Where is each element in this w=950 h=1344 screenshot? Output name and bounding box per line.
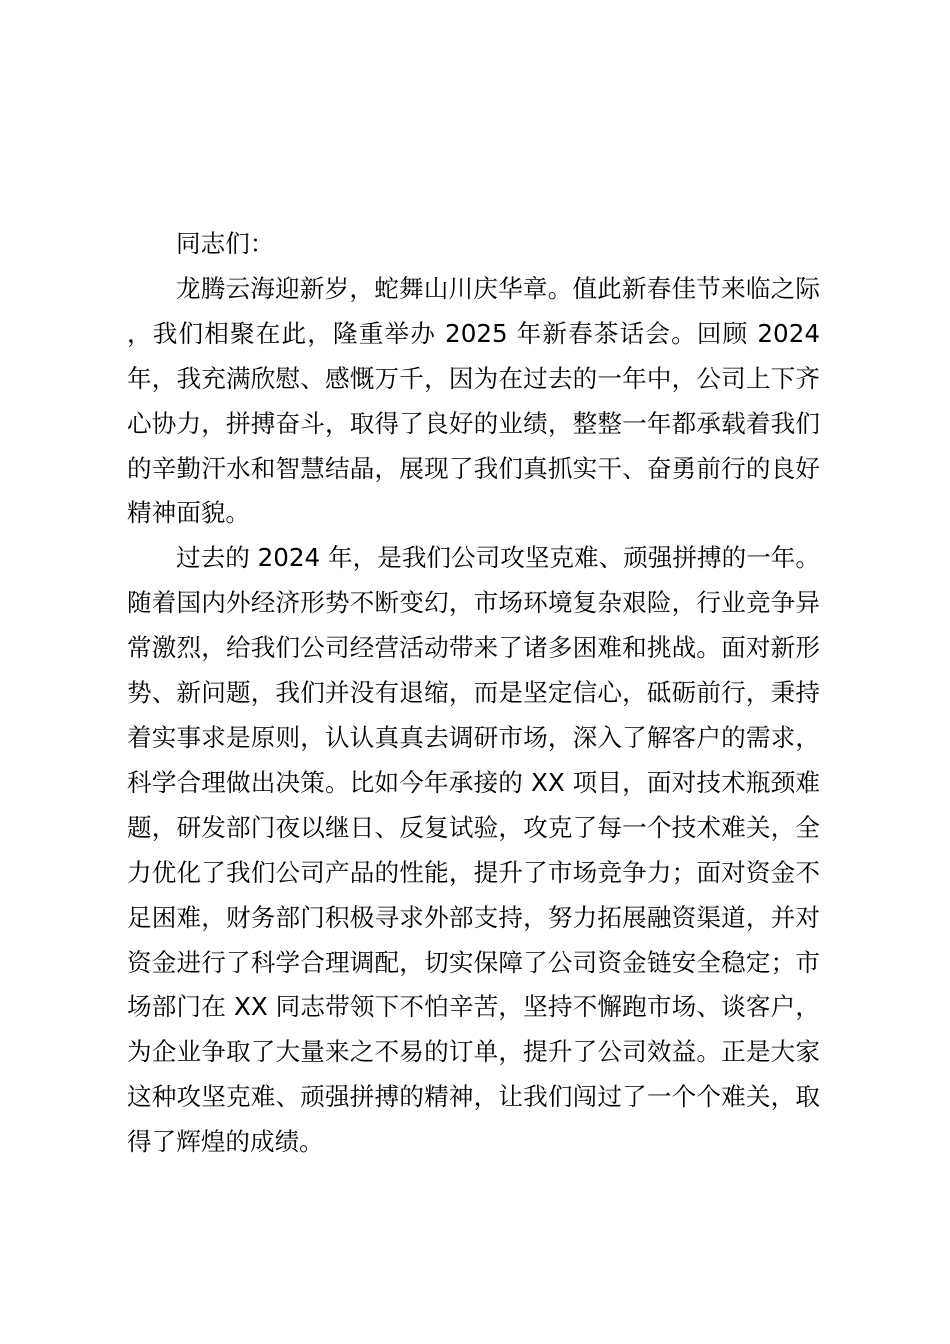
document-body	[127, 222, 820, 1165]
paragraph-opening: 龙腾云海迎新岁，蛇舞山川庆华章。值此新春佳节来临之际，我们相聚在此，隆重举办 2025 年新春茶话会。回顾 2024 年，我充满欣慰、感慨万千，因为在过去的一年中，公司上下齐心协力，拼搏奋斗，取得了良好的业绩，整整一年都承载着我们的辛勤汗水和智慧结晶，展现了我们真抓实干、奋勇前行的良好精神面貌。	[127, 273, 820, 528]
salutation: 同志们：	[176, 229, 275, 258]
paragraph-review: 过去的 2024 年，是我们公司攻坚克难、顽强拼搏的一年。随着国内外经济形势不断变幻，市场环境复杂艰险，行业竞争异常激烈，给我们公司经营活动带来了诸多困难和挑战。面对新形势、新问题，我们并没有退缩，而是坚定信心，砥砺前行，秉持着实事求是原则，认认真真去调研市场，深入了解客户的需求，科学合理做出决策。比如今年承接的 XX 项目，面对技术瓶颈难题，研发部门夜以继日、反复试验，攻克了每一个技术难关，全力优化了我们公司产品的性能，提升了市场竞争力；面对资金不足困难，财务部门积极寻求外部支持，努力拓展融资渠道，并对资金进行了科学合理调配，切实保障了公司资金链安全稳定；市场部门在 XX 同志带领下不怕辛苦，坚持不懈跑市场、谈客户，为企业争取了大量来之不易的订单，提升了公司效益。正是大家这种攻坚克难、顽强拼搏的精神，让我们闯过了一个个难关，取得了辉煌的成绩。	[127, 543, 820, 1157]
